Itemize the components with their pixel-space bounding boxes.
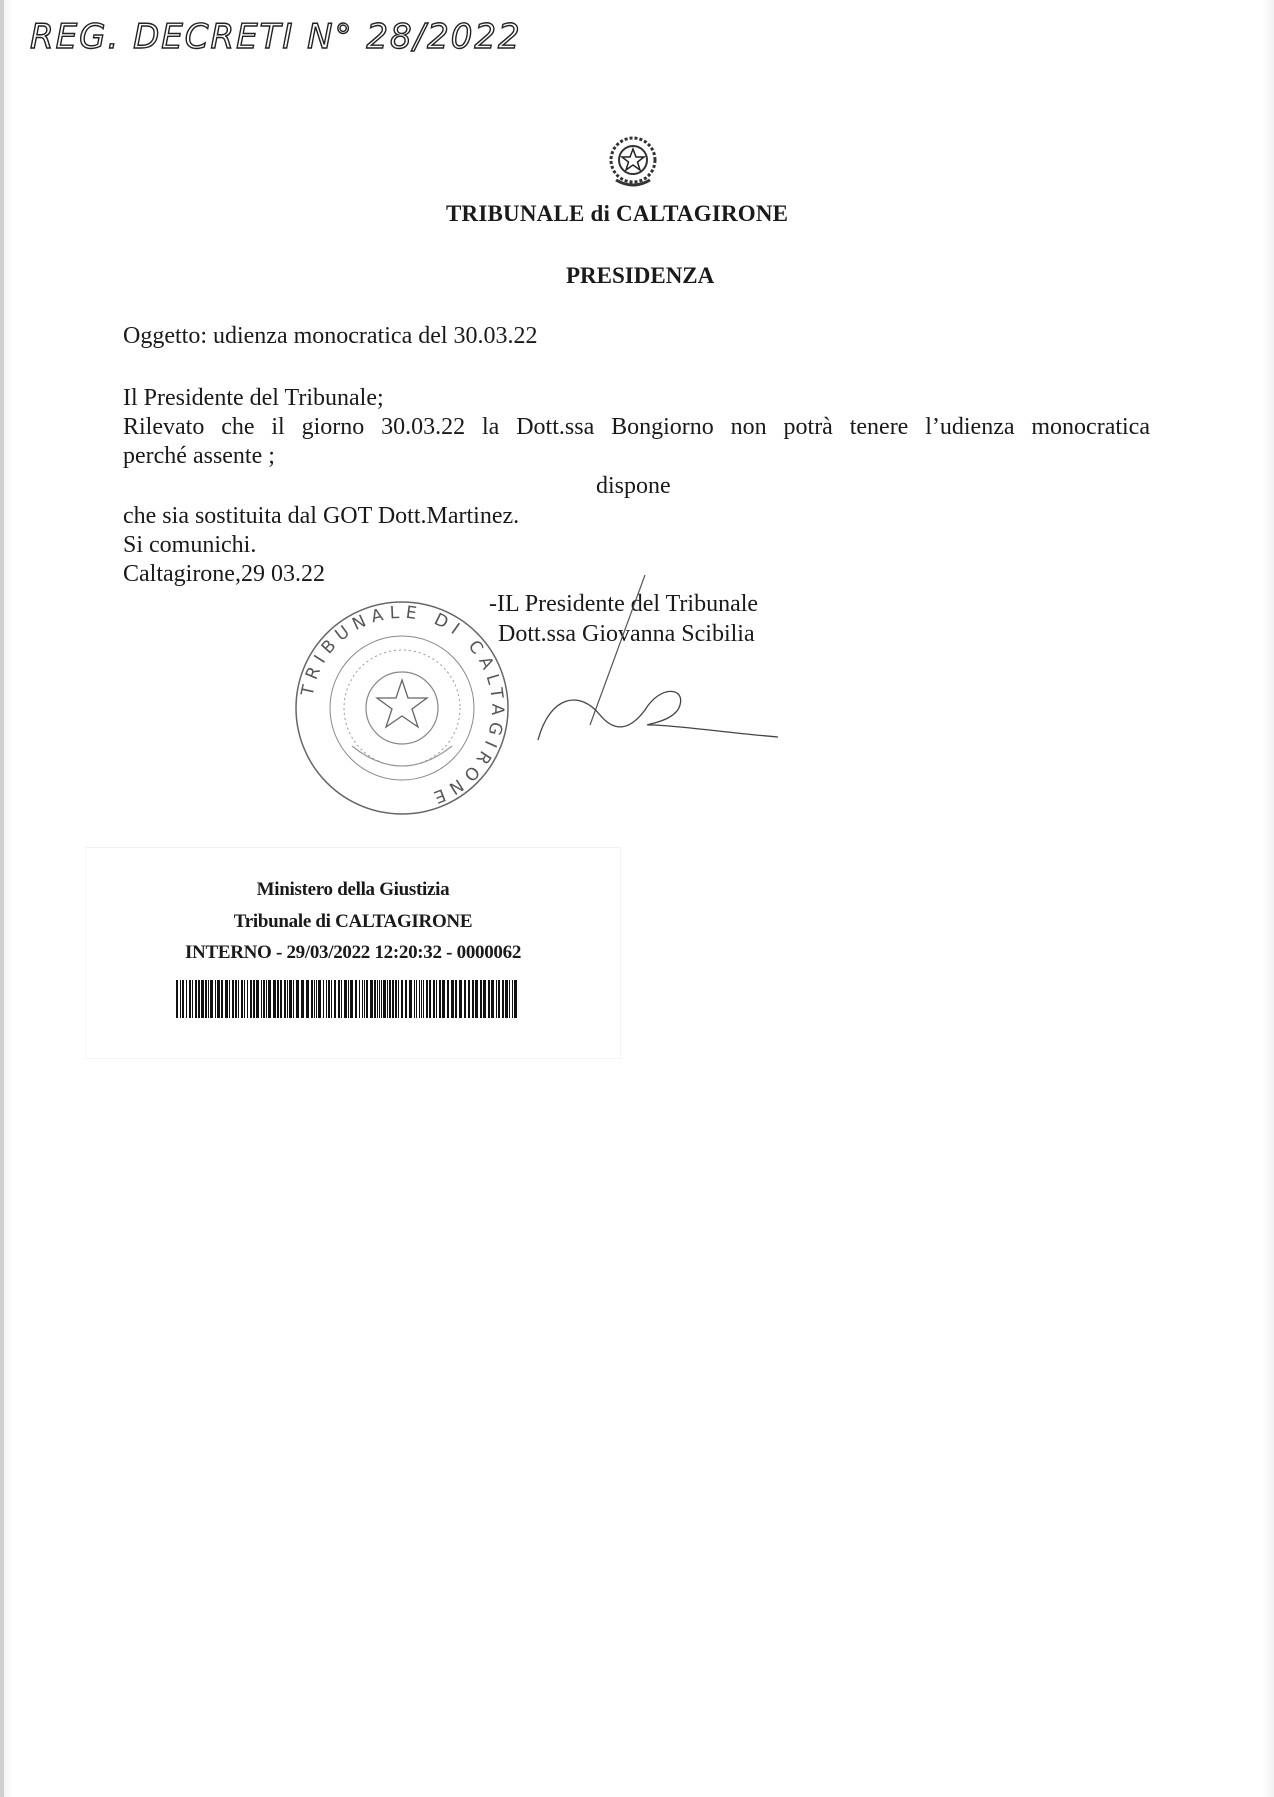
- barcode-bar: [348, 980, 349, 1018]
- barcode-bar: [409, 980, 412, 1018]
- barcode-bar: [433, 980, 435, 1018]
- barcode-bar: [464, 980, 466, 1018]
- barcode-bar: [366, 980, 368, 1018]
- barcode-bar: [483, 980, 486, 1018]
- barcode-bar: [419, 980, 420, 1018]
- barcode-bar: [250, 980, 252, 1018]
- barcode-bar: [273, 980, 276, 1018]
- barcode-bar: [505, 980, 508, 1018]
- handwritten-signature: [530, 575, 780, 765]
- barcode-bar: [323, 980, 324, 1018]
- barcode-bar: [198, 980, 200, 1018]
- office-subtitle: PRESIDENZA: [566, 263, 715, 288]
- barcode-bar: [261, 980, 262, 1018]
- body-line-1: Il Presidente del Tribunale;: [123, 385, 384, 411]
- barcode-bar: [359, 980, 360, 1018]
- barcode-bar: [377, 980, 378, 1018]
- barcode-bar: [328, 980, 330, 1018]
- barcode-bar: [374, 980, 376, 1018]
- place-date: Caltagirone,29 03.22: [123, 561, 325, 587]
- barcode-bar: [451, 980, 454, 1018]
- barcode-bar: [436, 980, 437, 1018]
- protocol-label: [86, 848, 620, 1058]
- barcode-bar: [235, 980, 237, 1018]
- barcode-bar: [232, 980, 234, 1018]
- barcode-bar: [280, 980, 282, 1018]
- barcode-bar: [392, 980, 394, 1018]
- barcode-bar: [210, 980, 213, 1018]
- barcode-bar: [389, 980, 391, 1018]
- barcode-bar: [379, 980, 380, 1018]
- barcode-bar: [442, 980, 445, 1018]
- barcode-bar: [241, 980, 243, 1018]
- barcode-bar: [364, 980, 365, 1018]
- barcode-bar: [205, 980, 207, 1018]
- barcode-bar: [296, 980, 299, 1018]
- barcode-bar: [326, 980, 327, 1018]
- barcode-bar: [472, 980, 474, 1018]
- barcode-bar: [362, 980, 363, 1018]
- barcode-bar: [475, 980, 478, 1018]
- barcode-bar: [509, 980, 510, 1018]
- barcode-bar: [426, 980, 428, 1018]
- barcode-bar: [253, 980, 255, 1018]
- barcode-bar: [370, 980, 373, 1018]
- barcode-bar: [381, 980, 382, 1018]
- barcode-bar: [229, 980, 230, 1018]
- barcode-bar: [311, 980, 313, 1018]
- barcode-bar: [383, 980, 386, 1018]
- barcode-bar: [344, 980, 347, 1018]
- barcode-bar: [244, 980, 245, 1018]
- svg-text:TRIBUNALE DI CALTAGIRONE: TRIBUNALE DI CALTAGIRONE: [297, 602, 508, 809]
- barcode-bar: [306, 980, 309, 1018]
- barcode-bar: [459, 980, 462, 1018]
- barcode-bar: [217, 980, 220, 1018]
- barcode-bar: [355, 980, 357, 1018]
- svg-text:REG. DECRETI N° 28/2022: REG. DECRETI N° 28/2022: [30, 17, 522, 57]
- barcode-bar: [192, 980, 193, 1018]
- barcode-bar: [268, 980, 271, 1018]
- barcode-bar: [208, 980, 209, 1018]
- barcode-bar: [416, 980, 417, 1018]
- barcode-bar: [421, 980, 422, 1018]
- barcode-bar: [395, 980, 397, 1018]
- barcode-bar: [439, 980, 441, 1018]
- barcode-bar: [284, 980, 286, 1018]
- barcode-bar: [318, 980, 321, 1018]
- barcode-bar: [293, 980, 294, 1018]
- barcode-bar: [225, 980, 228, 1018]
- barcode-bar: [215, 980, 216, 1018]
- barcode-bar: [238, 980, 239, 1018]
- barcode-bar: [496, 980, 497, 1018]
- scan-edge: [0, 0, 4, 1797]
- barcode-bar: [341, 980, 342, 1018]
- barcode-bar: [301, 980, 304, 1018]
- signatory-role: -IL Presidente del Tribunale: [489, 591, 759, 617]
- signatory-name: Dott.ssa Giovanna Scibilia: [498, 621, 755, 647]
- barcode-bar: [289, 980, 292, 1018]
- barcode-bar: [266, 980, 267, 1018]
- barcode-bar: [314, 980, 315, 1018]
- barcode-bar: [201, 980, 204, 1018]
- barcode-bar: [502, 980, 504, 1018]
- protocol-ministry: Ministero della Giustizia: [256, 879, 450, 900]
- barcode-bar: [468, 980, 470, 1018]
- barcode-bar: [186, 980, 187, 1018]
- barcode-bar: [488, 980, 490, 1018]
- protocol-barcode: [176, 980, 518, 1018]
- barcode-bar: [189, 980, 191, 1018]
- barcode-bar: [277, 980, 279, 1018]
- barcode-bar: [480, 980, 482, 1018]
- barcode-bar: [401, 980, 403, 1018]
- protocol-court: Tribunale di CALTAGIRONE: [233, 911, 473, 932]
- body-line-2: Rilevato che il giorno 30.03.22 la Dott.ssa Bongiorno non potrà tenere l’udienza monocratica: [123, 414, 1150, 440]
- barcode-bar: [387, 980, 388, 1018]
- barcode-bar: [180, 980, 181, 1018]
- barcode-bar: [338, 980, 340, 1018]
- barcode-bar: [316, 980, 317, 1018]
- barcode-bar: [455, 980, 457, 1018]
- protocol-number: INTERNO - 29/03/2022 12:20:32 - 0000062: [184, 942, 522, 963]
- body-line-5: Si comunichi.: [123, 532, 257, 558]
- barcode-bar: [334, 980, 336, 1018]
- barcode-bar: [447, 980, 449, 1018]
- barcode-bar: [512, 980, 513, 1018]
- barcode-bar: [514, 980, 517, 1018]
- dispone-heading: dispone: [596, 473, 671, 499]
- barcode-bar: [176, 980, 178, 1018]
- barcode-bar: [256, 980, 259, 1018]
- barcode-bar: [429, 980, 431, 1018]
- barcode-bar: [398, 980, 399, 1018]
- barcode-bar: [182, 980, 184, 1018]
- barcode-bar: [287, 980, 288, 1018]
- republic-emblem-icon: [606, 132, 660, 192]
- barcode-bar: [405, 980, 407, 1018]
- subject-line: Oggetto: udienza monocratica del 30.03.22: [123, 323, 538, 349]
- handwritten-registry-note: [28, 10, 548, 60]
- barcode-bar: [247, 980, 248, 1018]
- barcode-bar: [414, 980, 415, 1018]
- barcode-bar: [350, 980, 353, 1018]
- barcode-bar: [221, 980, 223, 1018]
- body-line-3: perché assente ;: [123, 443, 275, 469]
- barcode-bar: [331, 980, 332, 1018]
- barcode-bar: [195, 980, 197, 1018]
- barcode-bar: [491, 980, 494, 1018]
- body-line-4: che sia sostituita dal GOT Dott.Martinez.: [123, 503, 520, 529]
- court-seal-stamp: [290, 596, 514, 820]
- barcode-bar: [423, 980, 424, 1018]
- court-title: TRIBUNALE di CALTAGIRONE: [446, 201, 789, 226]
- barcode-bar: [498, 980, 500, 1018]
- barcode-bar: [263, 980, 265, 1018]
